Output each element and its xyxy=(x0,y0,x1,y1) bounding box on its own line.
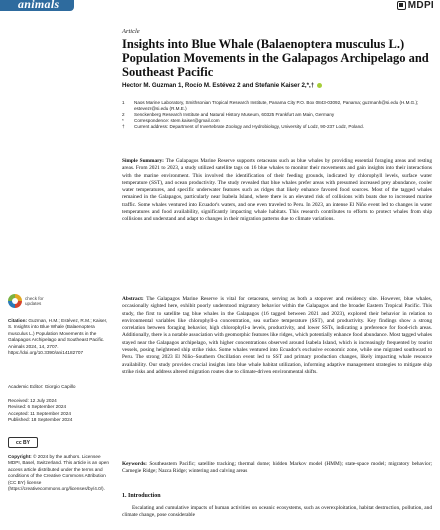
affiliation-row xyxy=(122,100,432,112)
journal-banner xyxy=(0,0,74,11)
affiliation-marker: 1 xyxy=(122,100,125,105)
publisher-name: MDPI xyxy=(407,0,434,11)
copyright-label: Copyright: xyxy=(8,454,32,459)
journal-name: animals xyxy=(18,0,60,11)
author-list[interactable] xyxy=(122,82,432,89)
cc-by-icon: cc BY xyxy=(16,439,30,446)
simple-summary-label: Simple Summary: xyxy=(122,158,164,164)
date-revised: Revised: 6 September 2024 xyxy=(8,404,67,410)
affiliation-marker: 2 xyxy=(122,112,125,117)
abstract xyxy=(122,296,432,376)
check-for-updates-icon xyxy=(8,294,22,308)
simple-summary xyxy=(122,158,432,224)
check-updates-line1: check for xyxy=(25,295,44,301)
keywords-text: Southeastern Pacific; satellite tracking; thermal dome; hidden Markov model (HMM); state-space model; migratory behavior; Carnegie Ridge; Nazca Ridge; wintering and calving areas xyxy=(122,461,432,475)
academic-editor: Academic Editor: Giorgio Capillo xyxy=(8,384,76,389)
citation-label: Citation: xyxy=(8,318,28,323)
affiliation-text: Naos Marine Laboratory, Smithsonian Tropical Research Institute, Panama City P.O. Box 0843-03092, Panama; guzmanh@si.edu (H.M.G.); estevezr@si.edu (R.M.E.) xyxy=(134,100,419,111)
section-heading-introduction: 1. Introduction xyxy=(122,493,161,499)
check-for-updates-button[interactable] xyxy=(8,290,60,312)
date-published: Published: 18 September 2024 xyxy=(8,417,73,423)
affiliation-text: Current address: Department of Invertebrate Zoology and Hydrobiology, University of Lodz, 90-237 Lodz, Poland. xyxy=(134,124,364,129)
affiliation-marker: * xyxy=(122,118,124,123)
copyright-text: © 2024 by the authors. Licensee MDPI, Basel, Switzerland. This article is an open access article distributed under the terms and conditions of the Creative Commons Attribution (CC BY) license (https://creativecommons.org/licenses/by/4.0/). xyxy=(8,454,109,492)
affiliation-text: Senckenberg Research Institute and Natural History Museum, 60325 Frankfurt am Main, Germany xyxy=(134,112,335,117)
journal-header xyxy=(0,0,440,14)
keywords-label: Keywords: xyxy=(122,461,147,467)
correspondence-email[interactable]: Correspondence: stem.kaiser@gmail.com xyxy=(134,118,220,123)
citation-block xyxy=(8,318,110,356)
introduction-text: Escalating and cumulative impacts of human activities on oceanic ecosystems, such as overexploitation, habitat destruction, pollution, and climate change, pose considerable xyxy=(122,505,432,519)
check-updates-line2: updates xyxy=(25,301,42,306)
affiliations xyxy=(122,100,432,130)
check-for-updates-label xyxy=(25,296,44,306)
author-names: Hector M. Guzman 1, Rocío M. Estévez 2 and Stefanie Kaiser 2,*,† xyxy=(122,82,315,89)
abstract-label: Abstract: xyxy=(122,296,144,302)
cc-by-license-badge[interactable] xyxy=(8,437,38,448)
copyright-notice xyxy=(8,454,110,492)
publication-dates xyxy=(8,398,110,424)
mdpi-logo-icon xyxy=(397,1,406,10)
orcid-icon[interactable] xyxy=(317,83,323,89)
affiliation-row xyxy=(122,124,432,130)
article-title: Insights into Blue Whale (Balaenoptera musculus L.) Population Movements in the Galapagos Archipelago and Southeast Pacific xyxy=(122,37,429,79)
date-received: Received: 12 July 2024 xyxy=(8,398,57,403)
citation-text[interactable]: Guzman, H.M.; Estévez, R.M.; Kaiser, S. Insights into Blue Whale (Balaenoptera musculus L.) Population Movements in the Galapagos Archipelago and Southeast Pacific. Animals 2024, 14, 2707. https://doi.org/10.3390/ani14182707 xyxy=(8,318,108,356)
simple-summary-text: The Galapagos Marine Reserve supports cetaceans such as blue whales by providing essential foraging areas and resting areas. From 2021 to 2023, a study utilized satellite tags on 16 blue whales to monitor their movements and gain insights into their interactions with the marine environment. This involved the identification of their feeding grounds, indicated by chlorophyll levels, surface water temperature (SST), and ocean productivity. The study revealed that blue whales prefer areas with presumed increased prey abundance, cooler water temperatures, and specific underwater features such as ridges that likely enhance favored food sources. Most of the tagged whales remained in the Galapagos, particularly near Isabela Island, where there is an elevated risk of collisions with boats due to increased marine traffic. Some whales ventured into Ecuador's waters, and one even traveled to Peru. In 2023, an intense El Niño event led to changes in water temperatures and food availability, significantly impacting whale habitats. This research contributes to efforts to protect whales from ship collisions and understand and adapt to changes in their migration patterns due to climate variations. xyxy=(122,158,432,223)
abstract-text: The Galapagos Marine Reserve is vital for cetaceans, serving as both a stopover and residency site. However, blue whales, occasionally sighted here, exhibit poorly understood migratory behavior within the Galapagos and the broader Eastern Tropical Pacific. This study, the first to satellite tag blue whales in the Galapagos (16 tagged between 2021 and 2023), explored their behavior in relation to environmental variables like chlorophyll-a concentration, sea surface temperature (SST), and productivity. Key findings show a strong correlation between foraging behavior, high chlorophyll-a levels, productivity, and lower SSTs, indicating a preference for food-rich areas. Additionally, there is a notable association with geomorphic features like ridges, which potentially enhance food abundance. Most tagged whales stayed near the Galapagos archipelago, with higher concentrations observed around Isabela Island, which is increasingly frequented by tourist vessels, posing heightened ship strike risks. Some whales ventured into Ecuador's exclusive economic zone, while one migrated southward to Peru. The strong 2023 El Niño–Southern Oscillation event led to SST and primary production changes, likely impacting whale resource availability. Our study provides crucial insights into blue whale habitat utilization, informing adaptive management strategies to mitigate ship strike risks and address altered migration routes due to climate-driven environmental shifts. xyxy=(122,296,432,375)
publisher-logo[interactable] xyxy=(397,0,434,11)
affiliation-marker: † xyxy=(122,124,125,129)
article-type: Article xyxy=(122,28,140,35)
date-accepted: Accepted: 11 September 2024 xyxy=(8,410,71,416)
keywords xyxy=(122,461,432,476)
